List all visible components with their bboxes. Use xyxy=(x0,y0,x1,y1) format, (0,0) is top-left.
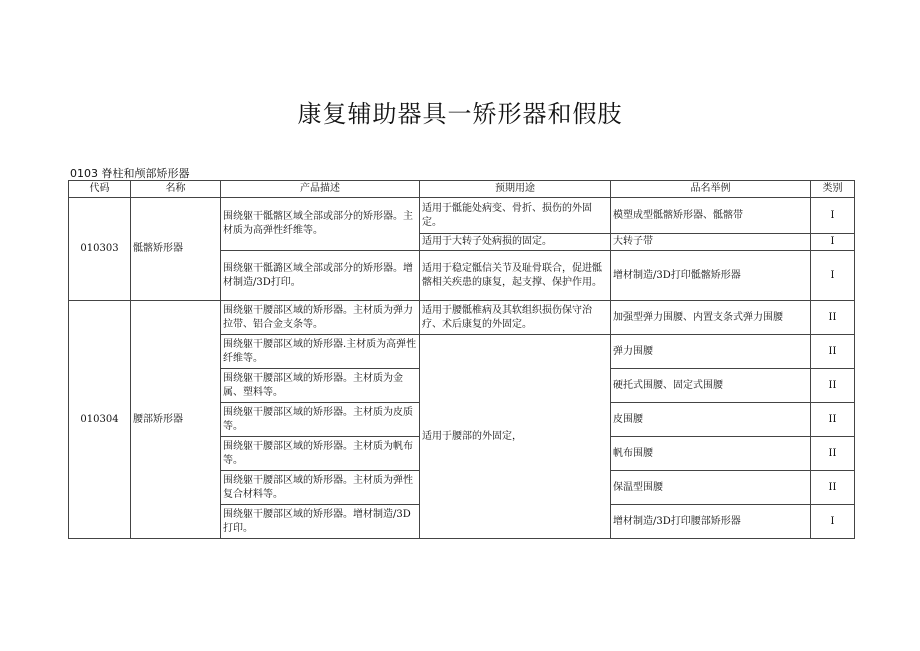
use-cell: 适用于大转子处病损的固定。 xyxy=(420,234,611,251)
page-title: 康复辅助器具一矫形器和假肢 xyxy=(297,100,623,128)
example-cell: 模塑成型骶髂矫形器、骶髂带 xyxy=(611,198,811,234)
header-examples: 品名举例 xyxy=(611,181,811,198)
description-cell: 围绕躯干腰部区域的矫形器.主材质为高弹性纤维等。 xyxy=(221,335,420,369)
example-cell: 加强型弹力围腰、内置支条式弹力围腰 xyxy=(611,301,811,335)
example-cell: 大转子带 xyxy=(611,234,811,251)
class-cell: II xyxy=(811,471,855,505)
header-intended-use: 预期用途 xyxy=(420,181,611,198)
description-cell: 围绕躯干骶髂区域全部或部分的矫形器。主材质为高弹性纤维等。 xyxy=(221,198,420,251)
class-cell: II xyxy=(811,369,855,403)
example-cell: 增材制造/3D打印腰部矫形器 xyxy=(611,505,811,539)
description-cell: 围绕躯干腰部区域的矫形器。主材质为帆布等。 xyxy=(221,437,420,471)
description-cell: 围绕躯干腰部区域的矫形器。主材质为金属、塑料等。 xyxy=(221,369,420,403)
class-cell: II xyxy=(811,403,855,437)
table-row xyxy=(69,198,855,234)
header-name: 名称 xyxy=(131,181,221,198)
section-heading: 0103 脊柱和颅部矫形器 xyxy=(70,167,190,180)
table-header-row xyxy=(69,181,855,198)
code-cell: 010304 xyxy=(69,301,131,539)
class-cell: II xyxy=(811,437,855,471)
example-cell: 弹力围腰 xyxy=(611,335,811,369)
example-cell: 保温型围腰 xyxy=(611,471,811,505)
table-row xyxy=(69,301,855,335)
class-cell: I xyxy=(811,251,855,301)
example-cell: 硬托式围腰、固定式围腰 xyxy=(611,369,811,403)
class-cell: II xyxy=(811,335,855,369)
class-cell: I xyxy=(811,505,855,539)
code-cell: 010303 xyxy=(69,198,131,301)
use-cell: 适用于骶能处病变、骨折、损伤的外固定。 xyxy=(420,198,611,234)
class-cell: II xyxy=(811,301,855,335)
use-cell: 适用于稳定骶信关节及耻骨联合，促进骶髂相关疾患的康复，起支撑、保护作用。 xyxy=(420,251,611,301)
header-code: 代码 xyxy=(69,181,131,198)
example-cell: 皮围腰 xyxy=(611,403,811,437)
use-cell: 适用于腰骶椎病及其软组织损伤保守治疗、术后康复的外固定。 xyxy=(420,301,611,335)
description-cell: 围绕躯干腰部区域的矫形器。主材质为弹力拉带、铝合金支条等。 xyxy=(221,301,420,335)
description-cell: 围绕躯干骶潞区域全部或部分的矫形器。增材制造/3D打印。 xyxy=(221,251,420,301)
class-cell: I xyxy=(811,234,855,251)
example-cell: 增材制造/3D打印骶髂矫形器 xyxy=(611,251,811,301)
device-table xyxy=(68,180,855,539)
use-cell: 适用于腰部的外固定， xyxy=(420,335,611,539)
example-cell: 帆布围腰 xyxy=(611,437,811,471)
description-cell: 围绕躯干腰部区域的矫形器。增材制造/3D打印。 xyxy=(221,505,420,539)
name-cell: 腰部矫形器 xyxy=(131,301,221,539)
class-cell: I xyxy=(811,198,855,234)
name-cell: 骶髂矫形器 xyxy=(131,198,221,301)
header-class: 类别 xyxy=(811,181,855,198)
description-cell: 围绕躯干腰部区域的矫形器。主材质为弹性复合材料等。 xyxy=(221,471,420,505)
header-description: 产品描述 xyxy=(221,181,420,198)
description-cell: 围绕躯干腰部区域的矫形器。主材质为皮质等。 xyxy=(221,403,420,437)
